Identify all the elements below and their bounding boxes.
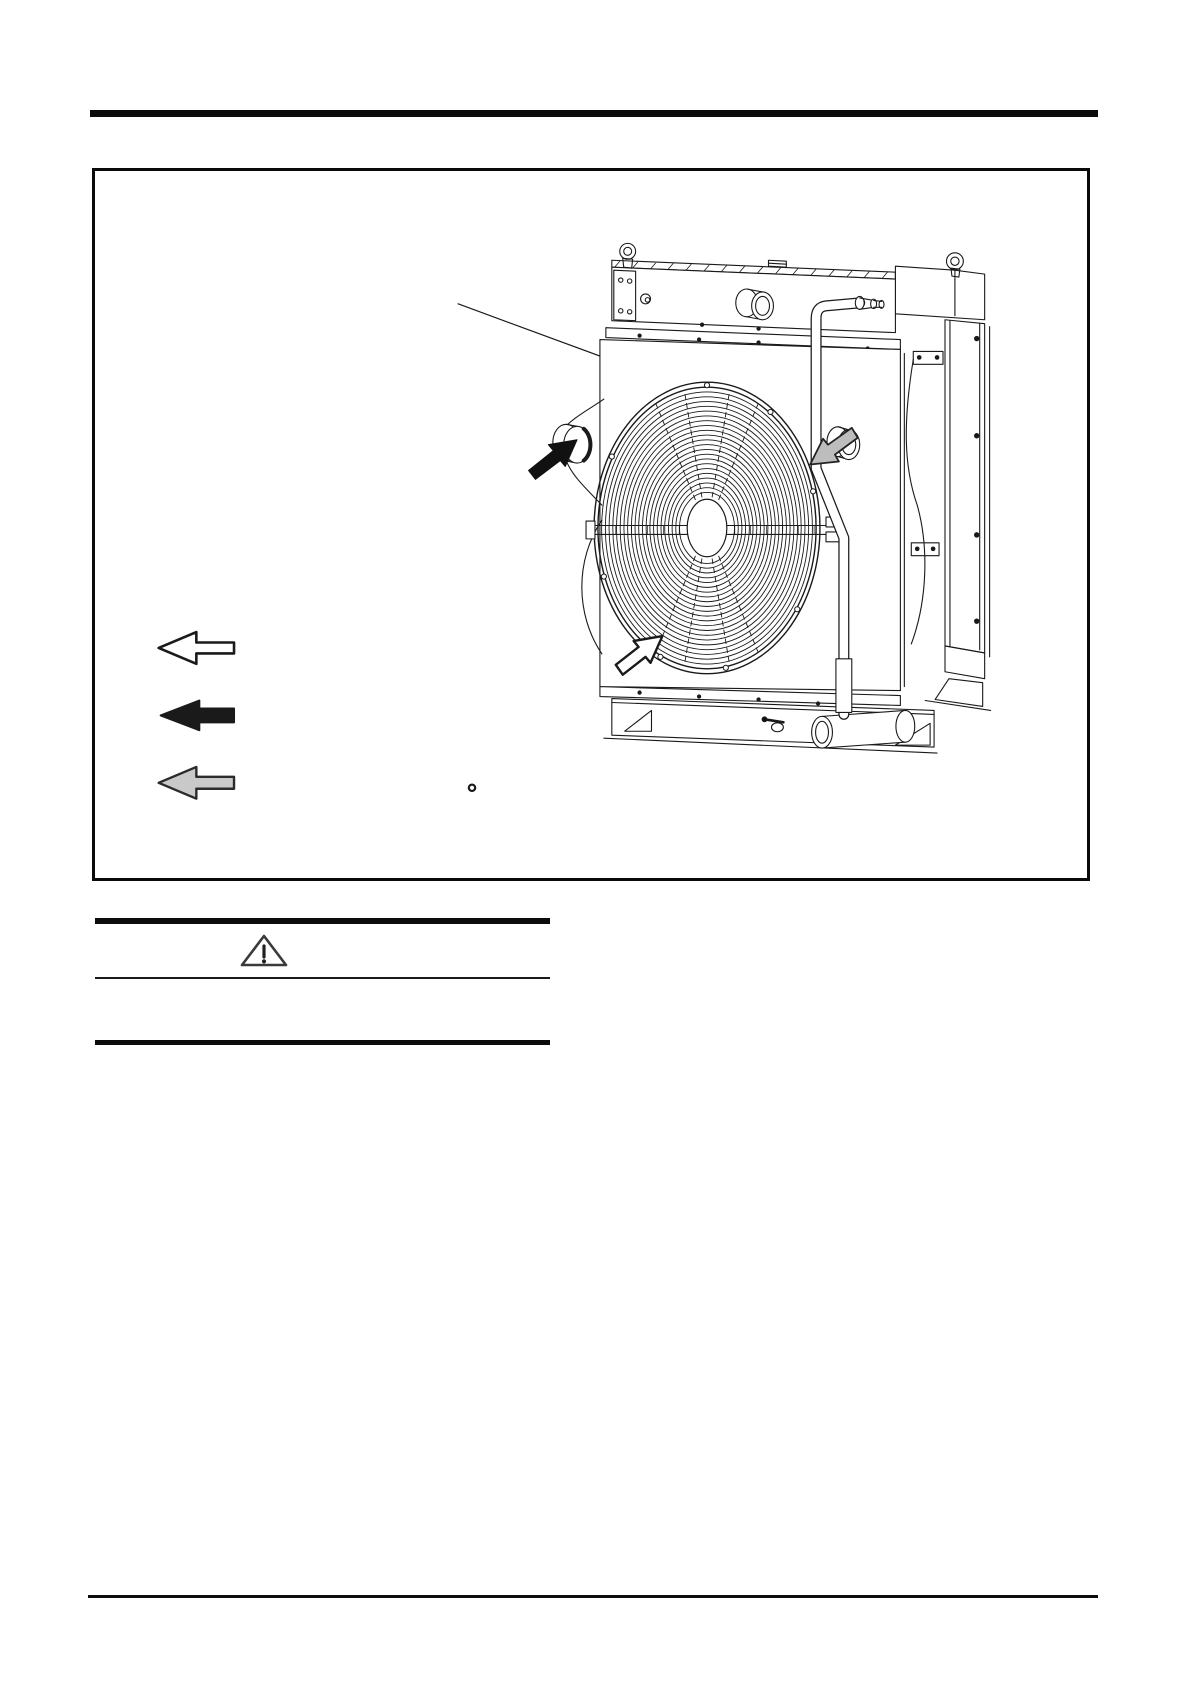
radiator-illustration [95,171,1087,878]
small-circle [469,785,475,791]
airflow-arrow-gray [159,767,234,799]
warning-rule-middle [95,977,550,979]
figure-frame [92,168,1090,881]
radiator-bottom-tank [600,687,937,753]
warning-triangle-icon [240,934,288,967]
airflow-arrow-solid [161,701,234,731]
footer-rule [88,1595,1098,1598]
pipe-coupling [836,659,852,713]
left-inlet-port [553,399,604,654]
fan-duct-side [904,351,943,686]
radiator-top-tank [612,243,896,333]
fan-hub-opening [687,499,727,557]
warning-rule-bottom [95,1040,550,1045]
airflow-arrow-outline [159,632,234,664]
header-rule [90,110,1098,117]
lifting-eye-left [620,243,636,259]
outlet-pipe-body [822,710,905,748]
warning-rule-top [95,918,550,924]
back-frame [895,253,990,711]
